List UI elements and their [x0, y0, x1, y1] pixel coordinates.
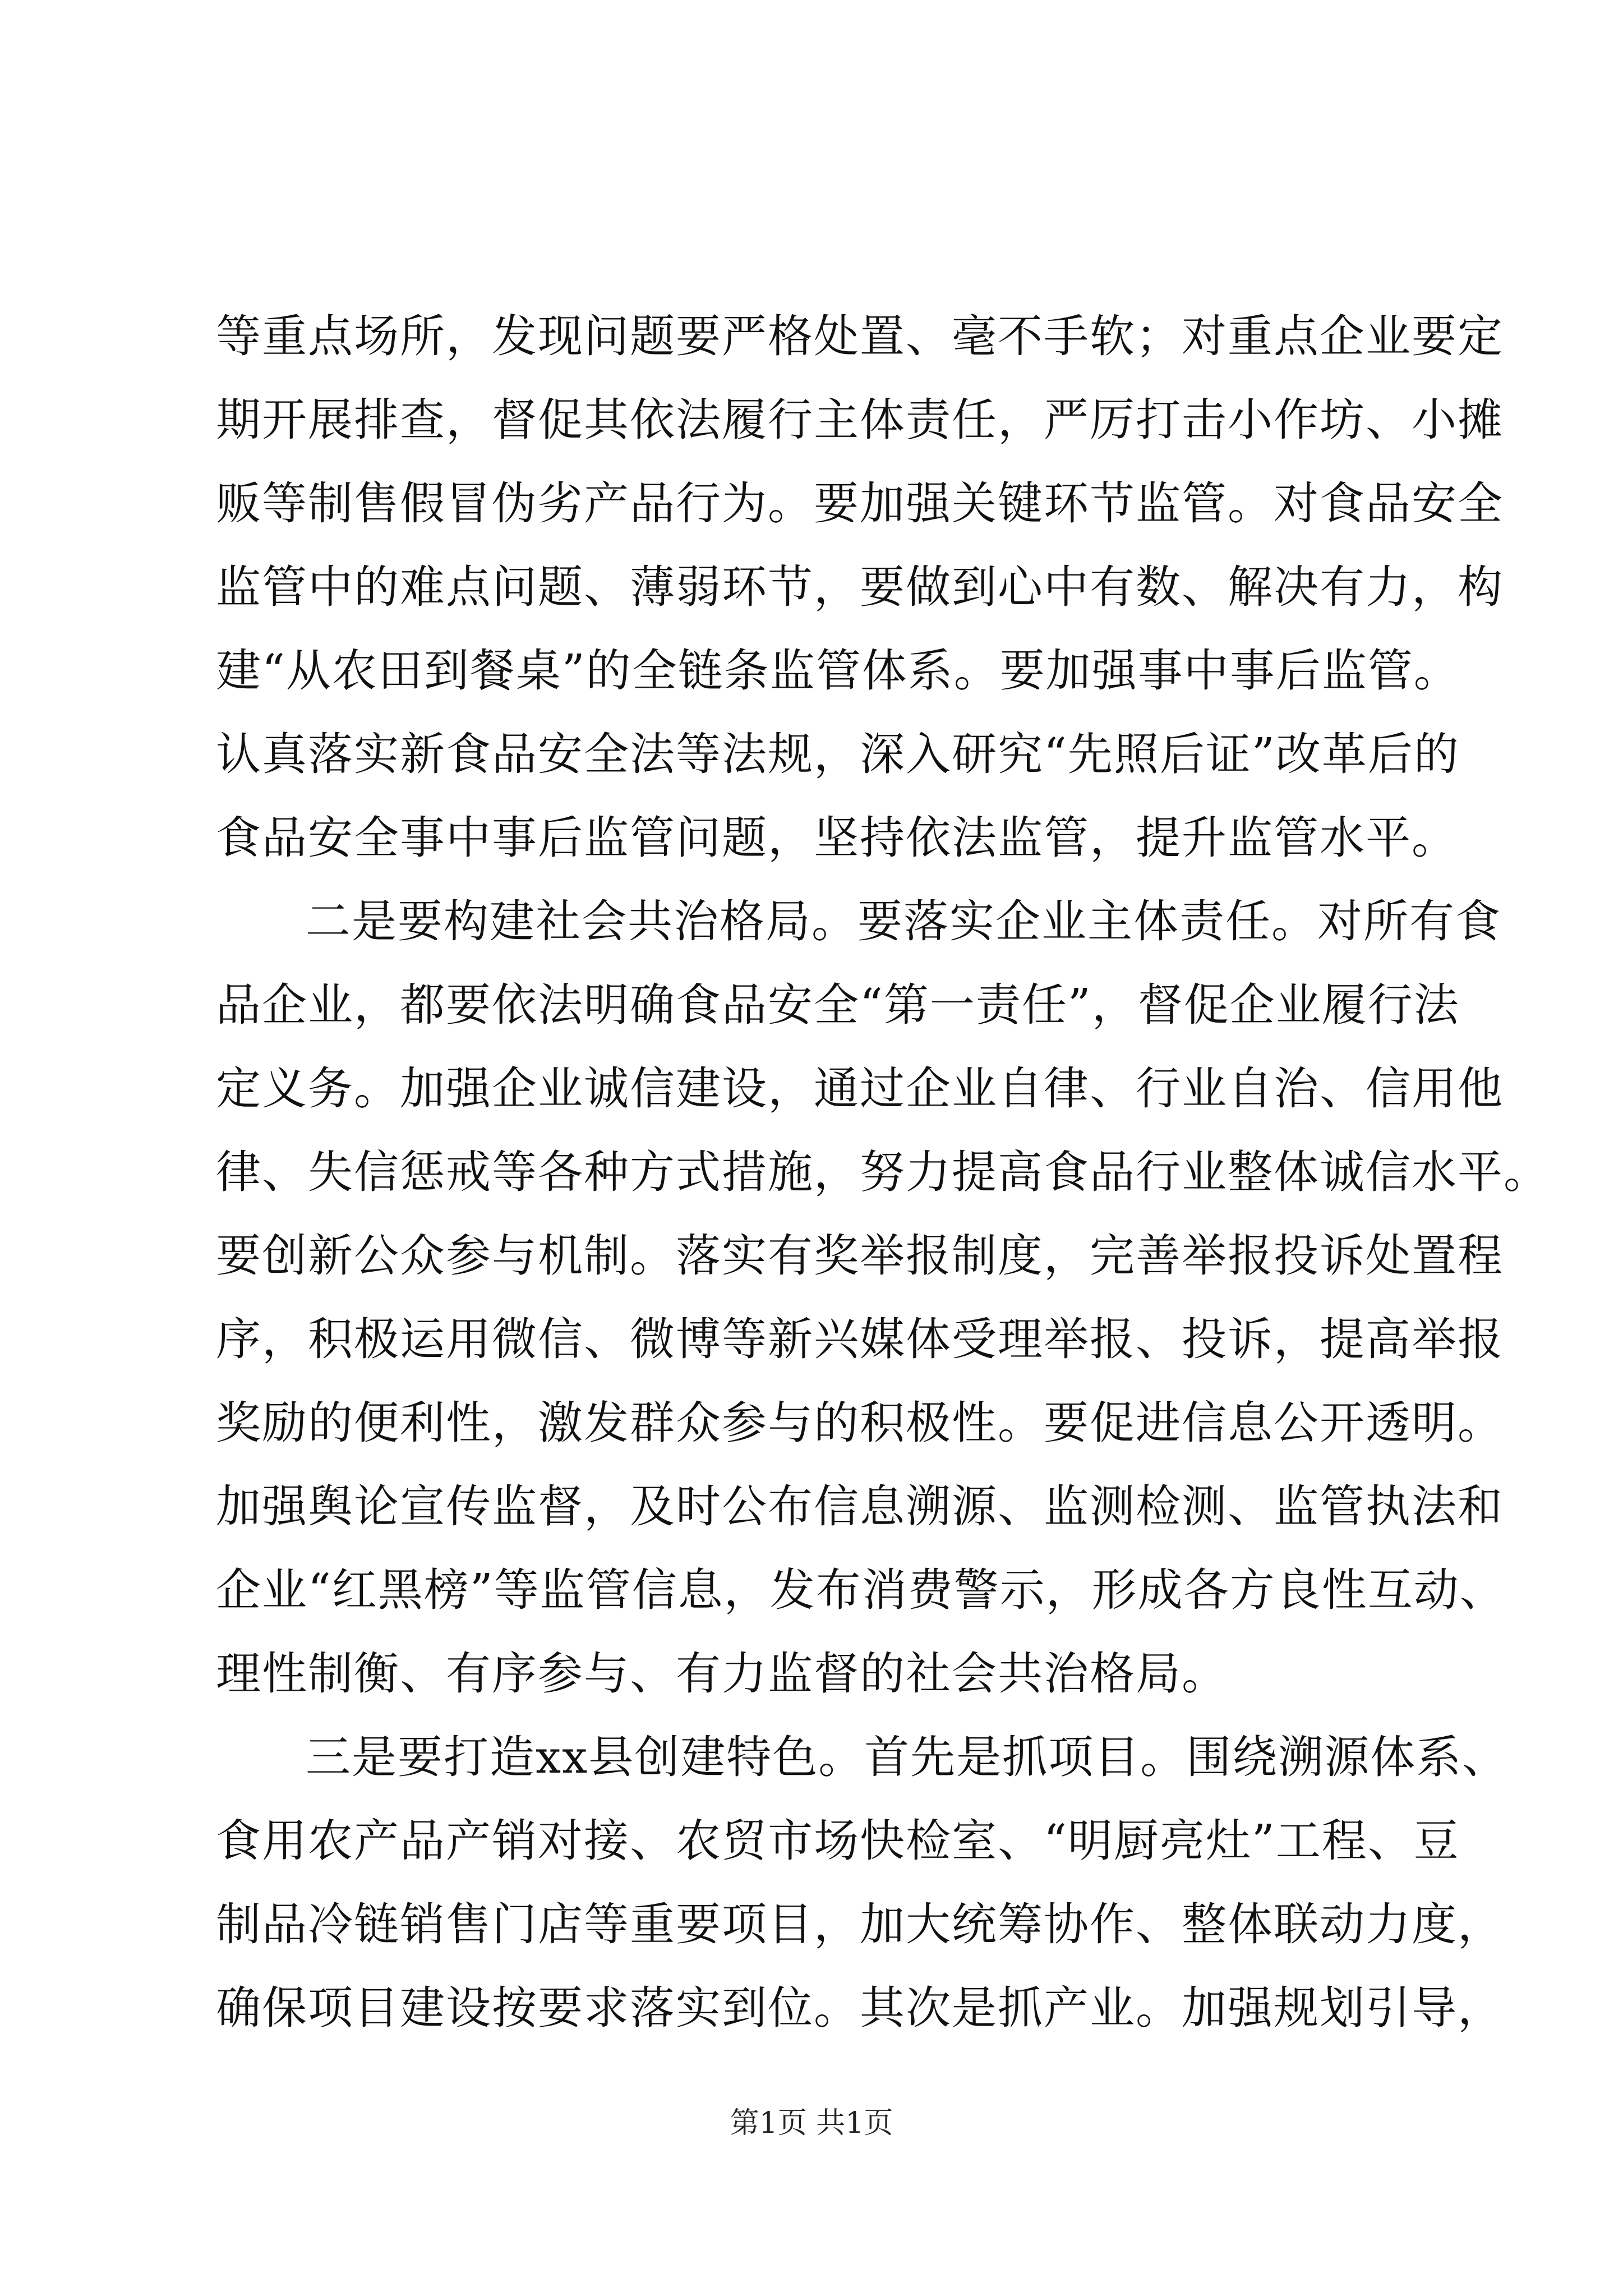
- text-line: 认真落实新食品安全法等法规，深入研究“先照后证”改革后的: [216, 728, 1460, 780]
- text-line: 等重点场所，发现问题要严格处置、毫不手软；对重点企业要定: [216, 310, 1504, 362]
- text-line: 食用农产品产销对接、农贸市场快检室、“明厨亮灶”工程、豆: [216, 1815, 1460, 1867]
- text-line: 期开展排查，督促其依法履行主体责任，严厉打击小作坊、小摊: [216, 394, 1504, 446]
- text-line: 监管中的难点问题、薄弱环节，要做到心中有数、解决有力，构: [216, 561, 1504, 613]
- text-line: 要创新公众参与机制。落实有奖举报制度，完善举报投诉处置程: [216, 1230, 1504, 1282]
- text-line: 理性制衡、有序参与、有力监督的社会共治格局。: [216, 1648, 1228, 1700]
- text-line: 加强舆论宣传监督，及时公布信息溯源、监测检测、监管执法和: [216, 1480, 1504, 1533]
- text-line: 律、失信惩戒等各种方式措施，努力提高食品行业整体诚信水平。: [216, 1146, 1550, 1198]
- text-line: 序，积极运用微信、微博等新兴媒体受理举报、投诉，提高举报: [216, 1313, 1504, 1365]
- text-line: 企业“红黑榜”等监管信息，发布消费警示，形成各方良性互动、: [216, 1564, 1506, 1616]
- text-line: 建“从农田到餐桌”的全链条监管体系。要加强事中事后监管。: [216, 645, 1460, 697]
- text-line: 制品冷链销售门店等重要项目，加大统筹协作、整体联动力度，: [216, 1898, 1504, 1950]
- text-line: 食品安全事中事后监管问题，坚持依法监管，提升监管水平。: [216, 812, 1458, 864]
- text-line: 奖励的便利性，激发群众参与的积极性。要促进信息公开透明。: [216, 1397, 1504, 1449]
- text-line: 确保项目建设按要求落实到位。其次是抓产业。加强规划引导，: [216, 1982, 1504, 2034]
- text-line: 贩等制售假冒伪劣产品行为。要加强关键环节监管。对食品安全: [216, 477, 1504, 530]
- page-footer: 第1页 共1页: [730, 2106, 893, 2140]
- paragraph-start-line: 二是要构建社会共治格局。要落实企业主体责任。对所有食: [306, 895, 1501, 947]
- paragraph-start-line: 三是要打造xx县创建特色。首先是抓项目。围绕溯源体系、: [306, 1731, 1509, 1783]
- text-line: 品企业，都要依法明确食品安全“第一责任”，督促企业履行法: [216, 979, 1460, 1031]
- text-line: 定义务。加强企业诚信建设，通过企业自律、行业自治、信用他: [216, 1062, 1504, 1115]
